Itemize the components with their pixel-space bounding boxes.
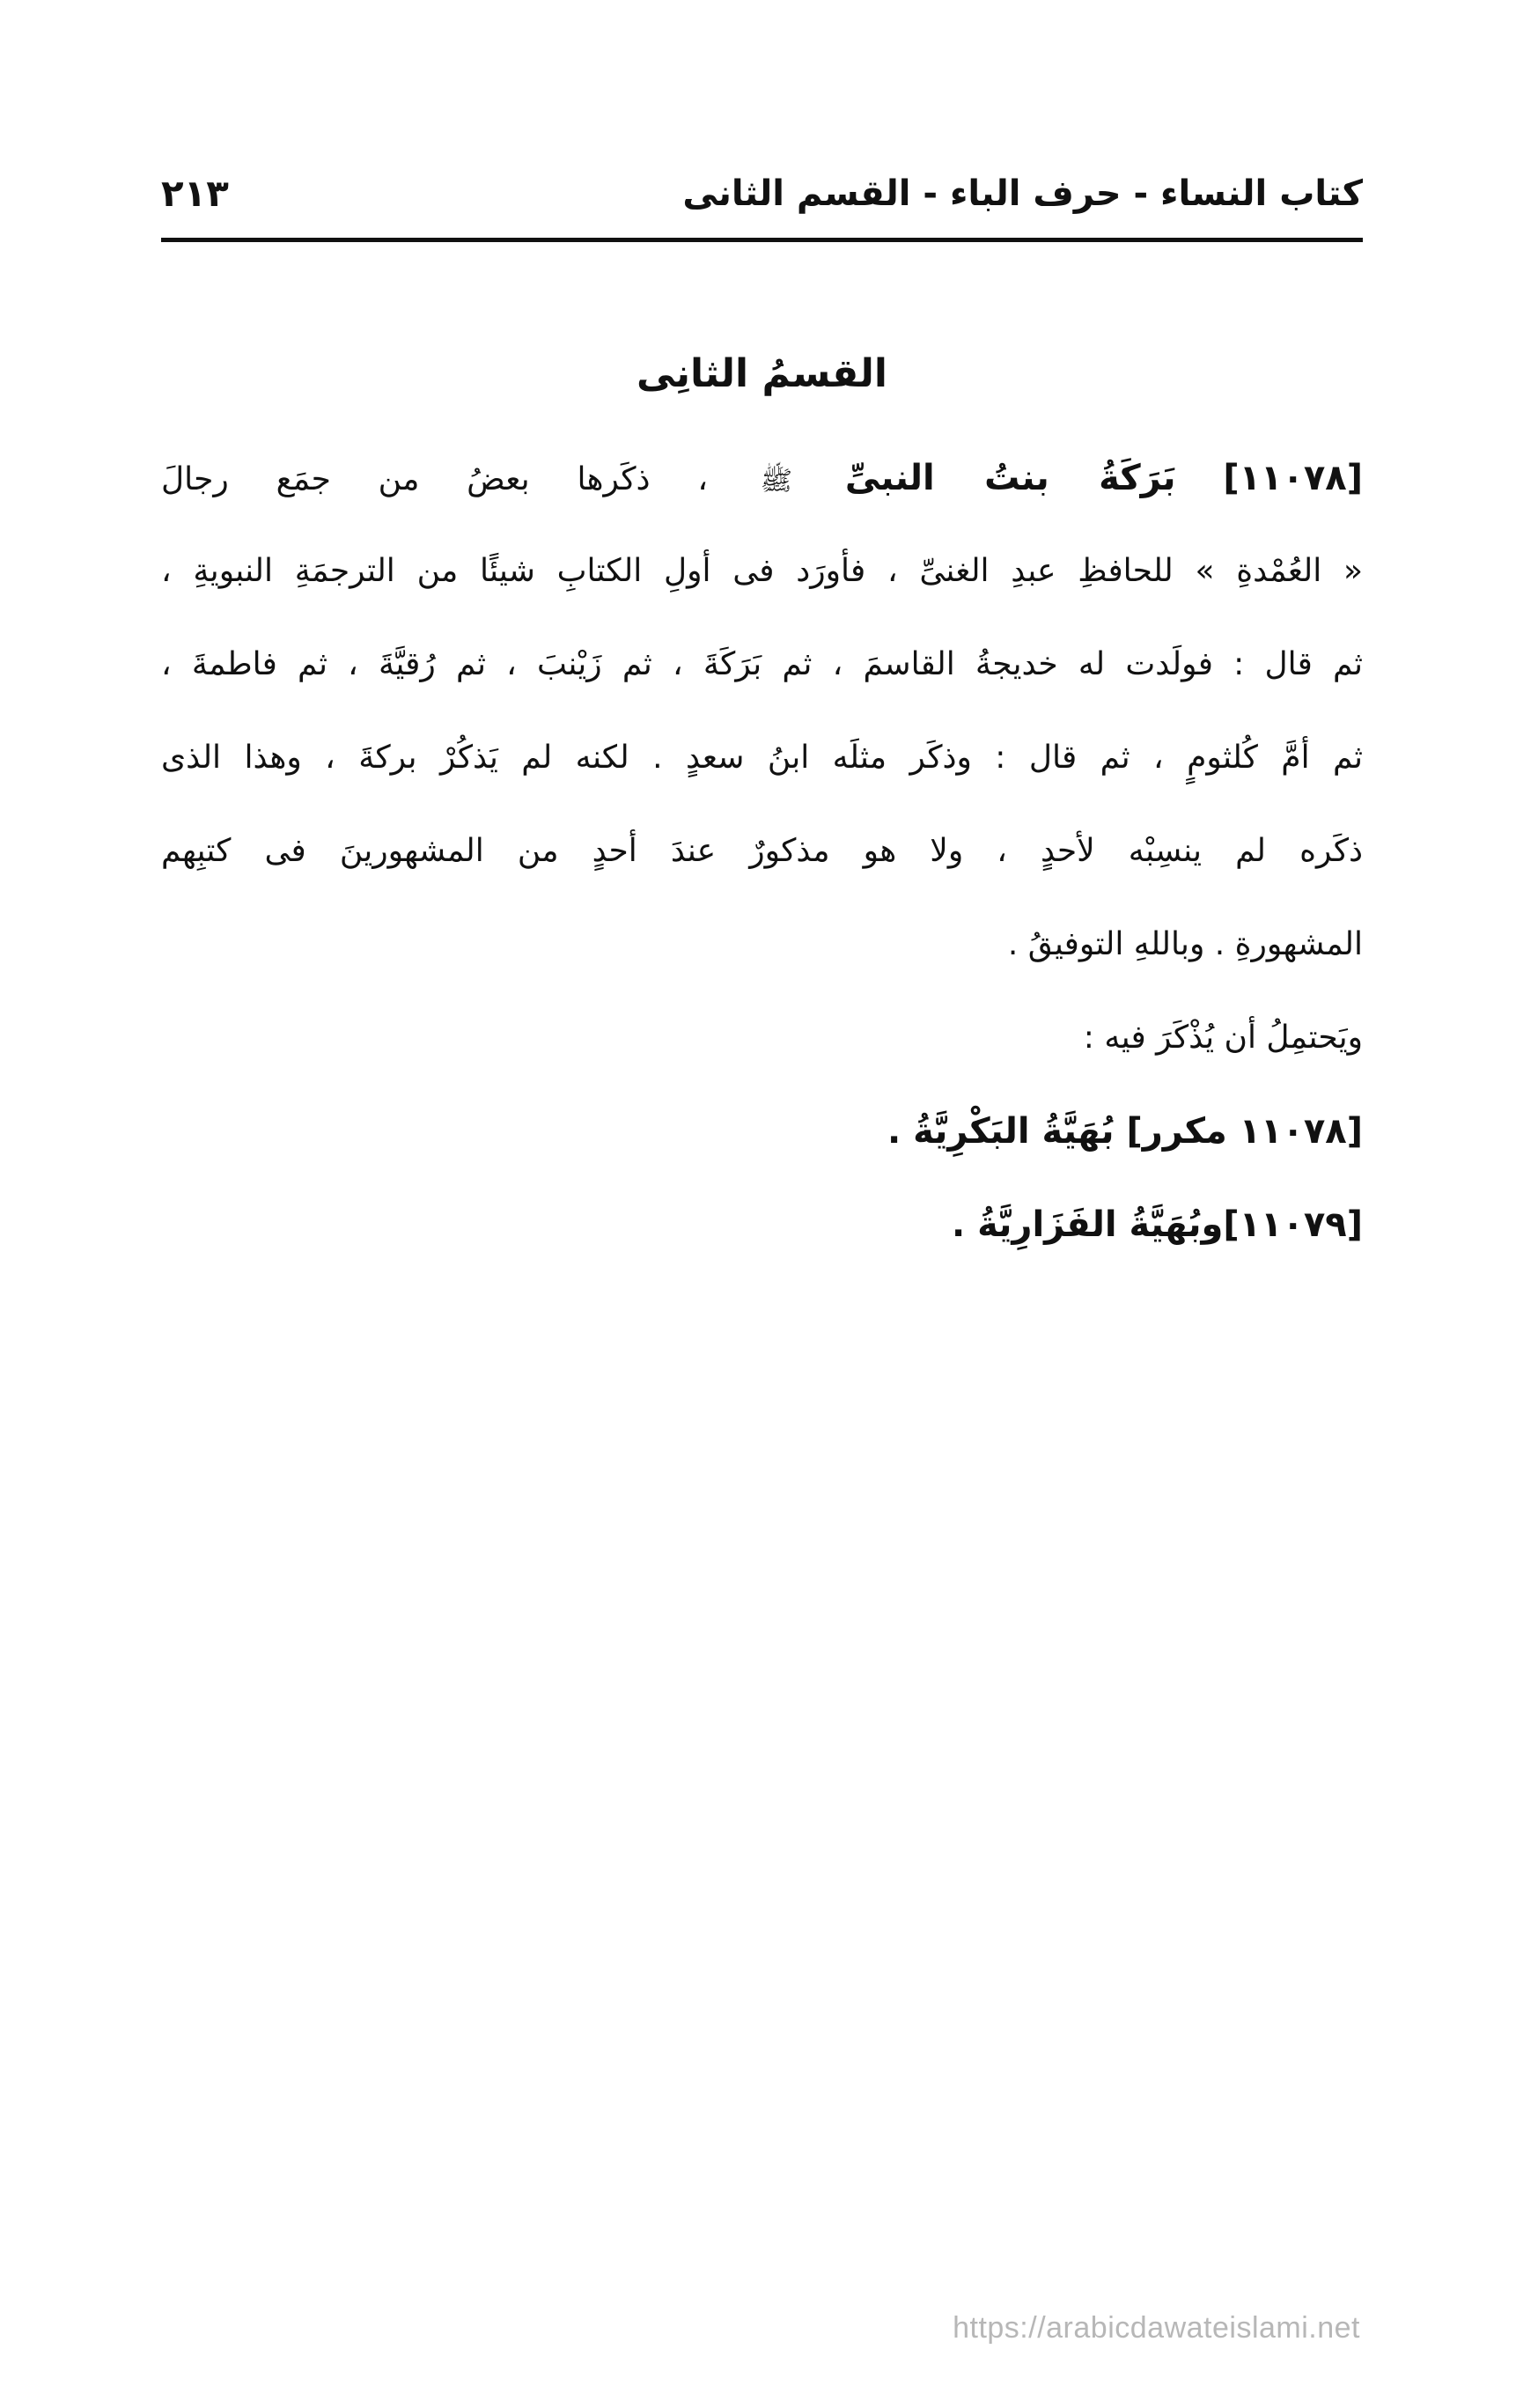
entry-line-5: ذكَره لم ينسِبْه لأحدٍ ، ولا هو مذكورٌ عندَ أحدٍ من المشهورينَ فى كتبِهم	[161, 833, 1363, 869]
header-title: كتاب النساء - حرف الباء - القسم الثانى	[682, 173, 1363, 214]
entry-number: [١١٠٧٨]	[1223, 458, 1363, 498]
header-rule	[161, 238, 1363, 242]
section-heading: القسمُ الثانِى	[637, 351, 887, 396]
running-header	[161, 167, 1363, 229]
entry-line-4: ثم أمَّ كُلثومٍ ، ثم قال : وذكَر مثلَه ابنُ سعدٍ . لكنه لم يَذكُرْ بركةَ ، وهذا الذى	[161, 740, 1363, 776]
entry-line-1-text: ، ذكَرها بعضُ من جمَع رجالَ	[161, 461, 708, 497]
entry-name: بَرَكَةُ بنتُ النبىِّ	[844, 458, 1176, 498]
entry-line-3: ثم قال : فولَدت له خديجةُ القاسمَ ، ثم بَرَكَةَ ، ثم زَيْنبَ ، ثم رُقيَّةَ ، ثم فاطمةَ ،	[161, 646, 1363, 682]
cross-ref-line: [١١٠٧٨ مكرر] بُهَيَّةُ البَكْرِيَّةُ .	[887, 1111, 1363, 1152]
note-line: ويَحتمِلُ أن يُذْكَرَ فيه :	[1083, 1020, 1363, 1056]
page-number: ٢١٣	[161, 172, 229, 215]
watermark-url: https://arabicdawateislami.net	[953, 2311, 1360, 2345]
entry-line-6: المشهورةِ . وباللهِ التوفيقُ .	[1007, 926, 1363, 962]
cross-ref-line: [١١٠٧٩]وبُهَيَّةُ الفَزَارِيَّةُ .	[952, 1204, 1363, 1245]
entry-line-2: « العُمْدةِ » للحافظِ عبدِ الغنىِّ ، فأورَد فى أولِ الكتابِ شيئًا من الترجمَةِ النبويةِ ،	[161, 553, 1363, 589]
entry-line-1	[161, 431, 1363, 525]
honorific-glyph: ﷺ	[760, 466, 793, 497]
body-text	[161, 431, 1363, 1271]
